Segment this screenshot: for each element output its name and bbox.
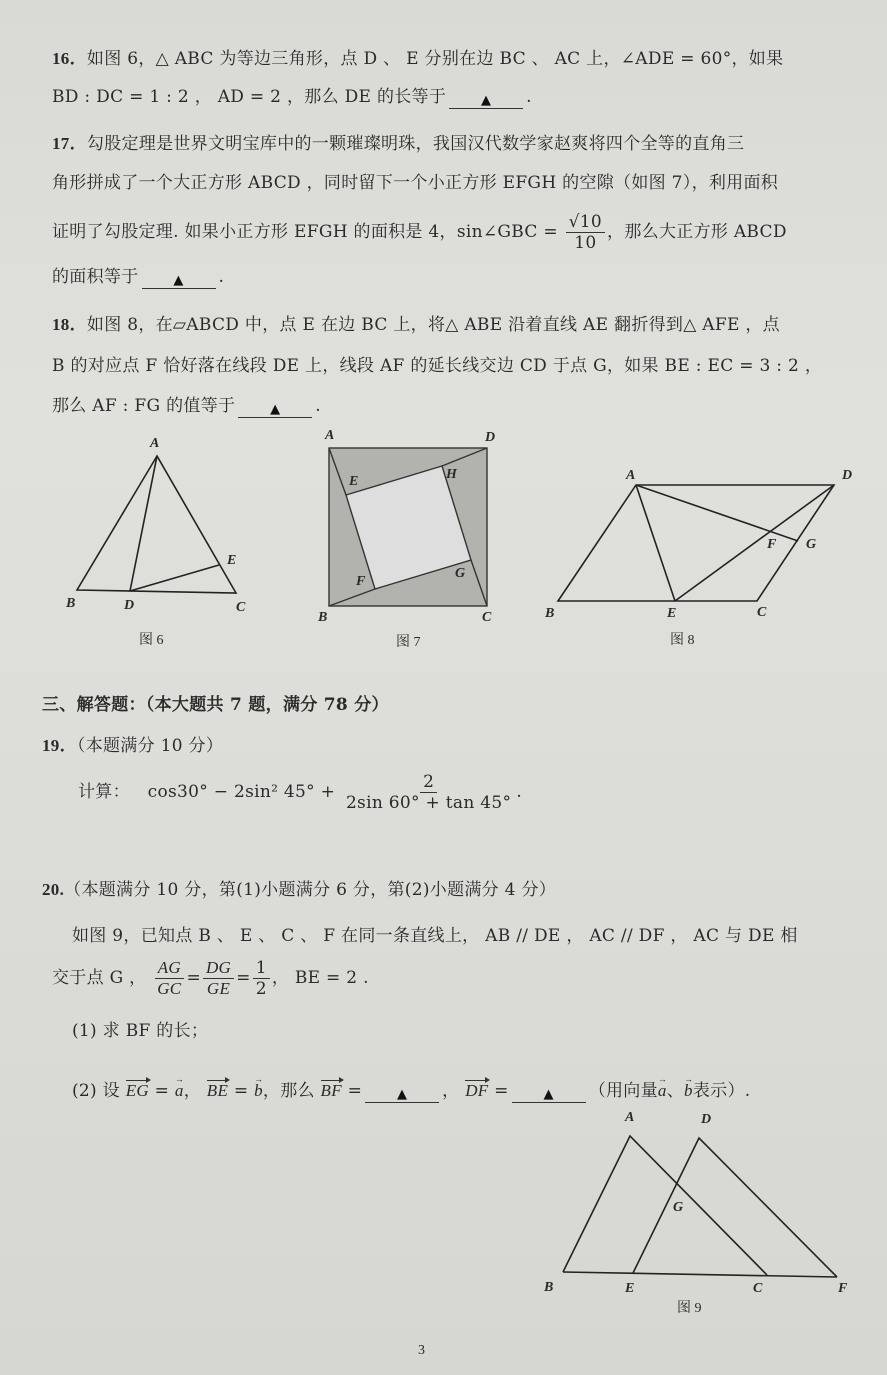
- fig6-point-a: A: [150, 436, 160, 451]
- fig7-point-a: A: [325, 428, 335, 443]
- q20-score: （本题满分 10 分，第(1)小题满分 6 分，第(2)小题满分 4 分）: [64, 880, 557, 900]
- q18-number: 18．: [52, 315, 87, 334]
- q19-calc-label: 计算：: [78, 782, 130, 802]
- equals-sign: =: [488, 1081, 509, 1101]
- fig6-caption: 图 6: [139, 633, 164, 648]
- fig7-point-f: F: [356, 574, 366, 589]
- equals-sign: =: [148, 1081, 175, 1101]
- vector-bf: BF: [320, 1081, 342, 1100]
- q19-expr-pre: cos30° − 2sin² 45° +: [147, 782, 336, 802]
- fig8-point-f: F: [767, 537, 777, 552]
- q18-text-line2: B 的对应点 F 恰好落在线段 DE 上，线段 AF 的延长线交边 CD 于点 G，如果 BE : EC = 3 : 2 ，: [52, 356, 823, 376]
- fig9-point-g: G: [673, 1200, 684, 1215]
- q16-text-line1: 如图 6，△ ABC 为等边三角形，点 D 、 E 分别在边 BC 、 AC 上，∠ADE = 60°，如果: [86, 49, 784, 69]
- fig9-point-d: D: [701, 1112, 712, 1127]
- comma: ，: [442, 1081, 460, 1101]
- fig9-point-b: B: [544, 1280, 554, 1295]
- q17-text-line3: 证明了勾股定理. 如果小正方形 EFGH 的面积是 4，sin∠GBC =: [52, 222, 558, 242]
- vector-a: → a: [175, 1080, 184, 1102]
- vector-be: BE: [206, 1081, 229, 1100]
- comma: ，: [183, 1081, 202, 1101]
- q20-line2: 交于点 G ， $\frac{AG}{GC}$ = $\frac{DG}{GE}$ = $\frac{1}{2}$ ， BE = 2 .: [52, 958, 369, 999]
- q16-period: .: [526, 87, 532, 107]
- q17-text-line3-post: ，那么大正方形 ABCD: [607, 222, 787, 242]
- fig8-point-g: G: [806, 537, 817, 552]
- section-3-title: 三、解答题：（本大题共 7 题，满分 78 分）: [42, 695, 389, 715]
- triangle-marker-icon: ▲: [270, 402, 281, 417]
- fig8-point-b: B: [545, 606, 555, 621]
- fig7-point-c: C: [482, 610, 492, 625]
- fig8-point-e: E: [667, 606, 677, 621]
- vector-b: → b: [254, 1080, 263, 1102]
- frac-den-gc: GC: [157, 979, 182, 998]
- page-number: 3: [418, 1343, 425, 1358]
- q17-text-line4: 的面积等于: [52, 267, 139, 287]
- frac-den-2: 2: [255, 979, 267, 999]
- separator: 、: [666, 1081, 685, 1101]
- q17-frac-den: 10: [574, 233, 597, 253]
- q18-period: .: [315, 396, 322, 416]
- fig9-point-c: C: [753, 1281, 763, 1296]
- q20-part2-label: (2) 设: [72, 1081, 120, 1101]
- frac-den-ge: GE: [206, 979, 231, 998]
- equals-sign: =: [228, 1081, 255, 1101]
- fig8-point-c: C: [757, 605, 767, 620]
- frac-num-1: 1: [253, 958, 270, 979]
- fig6-point-c: C: [236, 600, 246, 615]
- q20-number: 20.: [42, 880, 65, 899]
- q19-frac-den: 2sin 60° + tan 45°: [345, 793, 512, 813]
- fig7-point-g: G: [455, 566, 466, 581]
- q19-score: （本题满分 10 分）: [76, 736, 224, 756]
- fig9-point-a: A: [625, 1110, 635, 1125]
- fig9-caption: 图 9: [677, 1301, 702, 1316]
- fig6-point-d: D: [124, 598, 135, 613]
- frac-num-ag: AG: [155, 958, 184, 979]
- vector-eg: EG: [125, 1081, 149, 1100]
- q20-text-line2-pre: 交于点 G ，: [52, 968, 147, 988]
- tail-text: （用向量: [588, 1081, 658, 1101]
- triangle-marker-icon: ▲: [397, 1087, 408, 1102]
- fig9-point-f: F: [838, 1281, 848, 1296]
- q16-number: 16．: [52, 49, 87, 68]
- q17-frac-num: √10: [566, 212, 605, 233]
- fig7-caption: 图 7: [396, 635, 421, 650]
- q17-text-line2: 角形拼成了一个大正方形 ABCD ，同时留下一个小正方形 EFGH 的空隙（如图 7），利用面积: [52, 173, 779, 193]
- fig7-point-h: H: [446, 467, 457, 482]
- q20-text-line2-post: ， BE = 2 .: [271, 968, 369, 988]
- triangle-marker-icon: ▲: [543, 1087, 554, 1102]
- fig7-point-e: E: [349, 474, 359, 489]
- q17-number: 17．: [52, 134, 87, 153]
- q20-text-line1: 如图 9，已知点 B 、 E 、 C 、 F 在同一条直线上， AB // DE ， AC // DF ， AC 与 DE 相: [72, 926, 798, 946]
- fig9-point-e: E: [625, 1281, 635, 1296]
- fig7-point-d: D: [485, 430, 496, 445]
- q17-period: .: [218, 267, 225, 287]
- fig7-point-b: B: [318, 610, 328, 625]
- fig6-point-b: B: [66, 596, 76, 611]
- fig6-point-e: E: [227, 553, 237, 568]
- triangle-marker-icon: ▲: [481, 93, 492, 108]
- then-text: ，那么: [262, 1081, 315, 1101]
- fig8-caption: 图 8: [670, 633, 695, 648]
- frac-num-dg: DG: [203, 958, 234, 979]
- triangle-marker-icon: ▲: [173, 273, 184, 288]
- tail-text-end: 表示）.: [692, 1081, 751, 1101]
- q19-frac-num: 2: [420, 772, 437, 793]
- fig8-point-d: D: [842, 468, 853, 483]
- q19-number: 19．: [42, 736, 77, 755]
- q16-text-line2: BD : DC = 1 : 2 ， AD = 2 ，那么 DE 的长等于: [52, 87, 447, 107]
- vector-df: DF: [465, 1081, 489, 1100]
- equals-sign: =: [341, 1081, 363, 1101]
- q20-part1: (1) 求 BF 的长；: [72, 1021, 209, 1041]
- q17-text-line1: 勾股定理是世界文明宝库中的一颗璀璨明珠，我国汉代数学家赵爽将四个全等的直角三: [86, 134, 745, 154]
- vector-a-ref: → a: [658, 1080, 667, 1102]
- q18-text-line3: 那么 AF : FG 的值等于: [52, 396, 236, 416]
- q18-text-line1: 如图 8，在▱ABCD 中，点 E 在边 BC 上，将△ ABE 沿着直线 AE 翻折得到△ AFE ，点: [86, 315, 780, 335]
- q19-period: .: [516, 782, 523, 802]
- fig8-point-a: A: [626, 468, 636, 483]
- vector-b-ref: → b: [684, 1080, 693, 1102]
